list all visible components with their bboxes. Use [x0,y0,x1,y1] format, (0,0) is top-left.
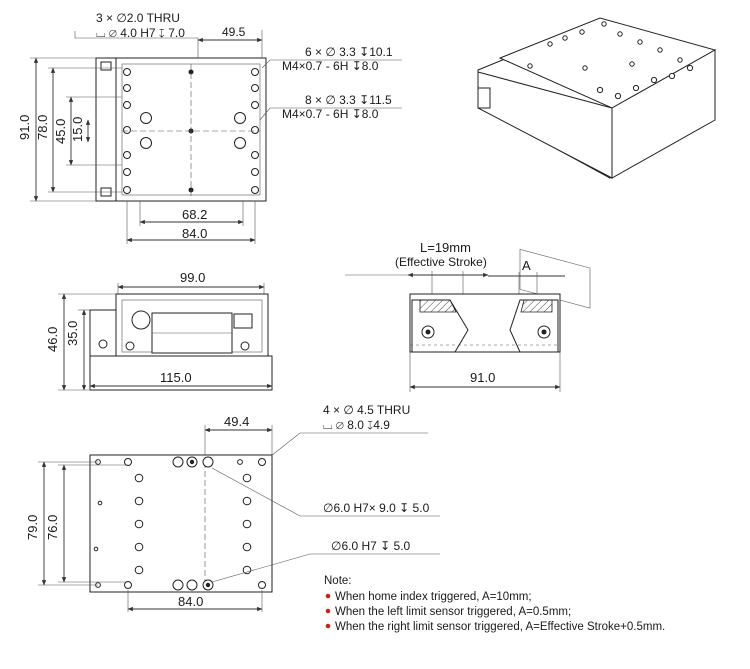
hole [597,87,602,92]
dim-91-text: 91.0 [17,114,32,140]
hole [658,48,662,52]
callout-thru-cb-text: ⌴ ∅ 4.0 H7 ↧ 7.0 [96,26,185,40]
note-block [324,575,665,633]
callout-6x-tap-text: M4×0.7 - 6H ↧8.0 [282,59,379,73]
dim-99-text: 99.0 [180,270,206,285]
hole [173,457,183,467]
motor-end-block [96,58,116,201]
note-line-2: When the left limit sensor triggered, A=0.5mm; [335,606,572,618]
hole [633,85,638,90]
tap-hole [124,102,131,109]
hole [548,42,552,46]
dim-45-text: 45.0 [53,118,68,144]
note-title: Note: [324,575,352,587]
bottom-view [25,403,440,612]
hole [687,65,692,70]
hole [243,497,251,505]
tap-hole [124,85,131,92]
hole [259,582,266,589]
hole [94,547,98,551]
note-line-1: When home index triggered, A=10mm; [335,591,532,603]
dim-76-text: 76.0 [45,514,60,540]
tap-hole [252,102,259,109]
side-nut [234,314,252,328]
side-view [45,270,272,390]
pin-hole [190,460,194,464]
dim-a-text: A [522,258,531,273]
hole [135,543,143,551]
section-right-hatch [521,300,552,312]
section-left-hatch [420,300,456,312]
hole [125,582,132,589]
tap-hole [252,69,259,76]
side-motor-end [90,310,116,356]
note-bullet [326,609,331,614]
hole [243,520,251,528]
hole [638,40,642,44]
iso-motor-end [478,88,490,108]
tap-hole [124,187,131,194]
tap-hole-large [235,113,246,124]
hole [669,73,674,78]
dim-84-text: 84.0 [182,226,208,241]
side-screw [99,340,107,348]
hole [618,32,622,36]
callout-4x-text: 4 × ∅ 4.5 THRU [323,403,411,417]
hole [238,460,243,465]
hole [563,36,567,40]
hole [203,457,213,467]
tap-hole [252,152,259,159]
tap-hole [124,127,131,134]
side-sensor [241,342,249,350]
callout-8x-text: 8 × ∅ 3.3 ↧11.5 [305,93,392,107]
section-view [345,240,565,392]
callout-pin1-text: ∅6.0 H7× 9.0 ↧ 5.0 [323,501,430,515]
dim-91-section-text: 91.0 [470,370,496,385]
side-sensor [126,342,134,350]
callout-8x-tap-text: M4×0.7 - 6H ↧8.0 [282,107,379,121]
tap-hole-large [141,138,152,149]
note-bullet [326,594,331,599]
callout-6x-text: 6 × ∅ 3.3 ↧10.1 [305,45,393,59]
stroke-sub-label: (Effective Stroke) [395,255,487,269]
callout-thru-text: 3 × ∅2.0 THRU [96,11,180,25]
callout-pin2-text: ∅6.0 H7 ↧ 5.0 [331,539,411,553]
hole [135,497,143,505]
dim-15-text: 15.0 [70,116,85,142]
top-view [17,11,402,244]
hole [125,459,132,466]
hole [651,77,656,82]
callout-4x-cb-text: ⌴ ∅ 8.0 ↧4.9 [323,418,390,432]
section-sensor-core [426,330,431,335]
dim-84-bottom-text: 84.0 [178,594,204,609]
hole [187,580,197,590]
tap-hole [252,127,259,134]
hole [173,580,183,590]
hole [135,520,143,528]
dim-78-text: 78.0 [35,114,50,140]
dim-46-text: 46.0 [45,326,60,352]
tap-hole-large [141,113,152,124]
hole [243,543,251,551]
side-bearing [132,311,150,329]
dim-115-text: 115.0 [160,370,192,385]
note-line-3: When the right limit sensor triggered, A=Effective Stroke+0.5mm. [335,621,666,633]
pin-hole [206,583,210,587]
hole [135,566,143,574]
isometric-view [478,18,715,308]
dim-35-text: 35.0 [65,320,80,346]
tap-hole [124,152,131,159]
section-sensor-core [542,330,547,335]
dim-68-2-text: 68.2 [182,207,208,222]
hole [259,459,266,466]
tap-hole [124,69,131,76]
hole [135,474,143,482]
hole [678,58,682,62]
tap-hole-large [235,138,246,149]
hole [583,66,587,70]
hole [580,30,584,34]
note-bullet [326,624,331,629]
dim-49-5-text: 49.5 [222,25,246,39]
hole [602,22,606,26]
tap-hole [124,169,131,176]
hole [630,62,634,66]
tap-hole [252,187,259,194]
hole [528,64,532,68]
hole [98,501,102,505]
mount-slot [101,62,111,70]
stroke-label: L=19mm [420,240,471,255]
callout-4x-leader [262,433,428,463]
dim-79-text: 79.0 [25,514,40,540]
hole [615,93,620,98]
tap-hole [252,169,259,176]
dim-49-4-text: 49.4 [224,414,250,429]
tap-hole [252,85,259,92]
hole [243,474,251,482]
